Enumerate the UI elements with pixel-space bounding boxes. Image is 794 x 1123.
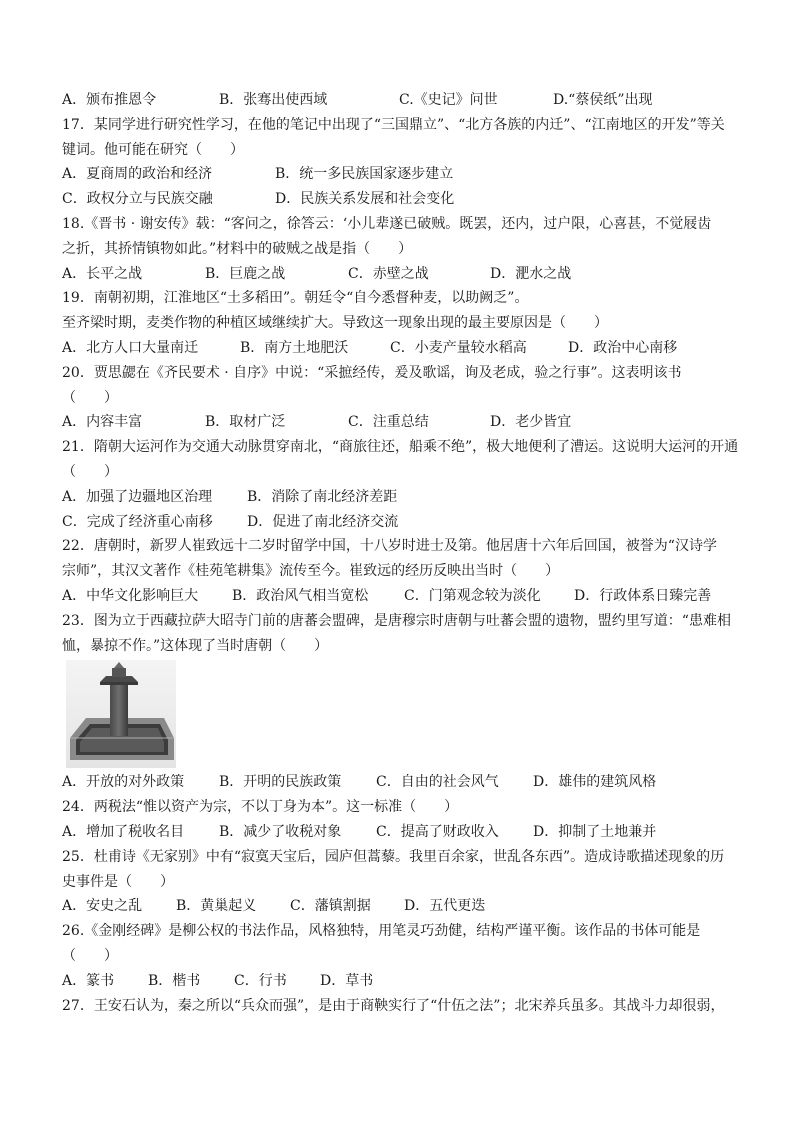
tang-tubo-alliance-stele-photo xyxy=(66,658,742,770)
q17-option-b[interactable]: B．统一多民族国家逐步建立 xyxy=(275,166,454,183)
q16-options xyxy=(62,88,742,113)
q20-options xyxy=(62,410,742,435)
q18-options xyxy=(62,262,742,287)
q16-option-d[interactable]: D.“蔡侯纸”出现 xyxy=(553,92,653,108)
q19-option-c[interactable]: C．小麦产量较水稻高 xyxy=(390,339,527,356)
q23-stem-line-1: 23．图为立于西藏拉萨大昭寺门前的唐蕃会盟碑，是唐穆宗时唐朝与吐蕃会盟的遗物，盟约里写道：“患难相 xyxy=(62,612,731,629)
q26-option-c[interactable]: C．行书 xyxy=(234,972,287,989)
q23-stem-line-2: 恤，暴掠不作。”这体现了当时唐朝（ ） xyxy=(62,637,329,654)
q26-options xyxy=(62,969,742,994)
q19-option-b[interactable]: B．南方土地肥沃 xyxy=(240,339,349,356)
q19-stem-line-2: 至齐梁时期，麦类作物的种植区域继续扩大。导致这一现象出现的最主要原因是（ ） xyxy=(62,315,608,332)
q19-option-d[interactable]: D．政治中心南移 xyxy=(568,339,678,356)
q19-option-a[interactable]: A．北方人口大量南迁 xyxy=(62,339,199,356)
q17-stem-line-1: 17．某同学进行研究性学习，在他的笔记中出现了“三国鼎立”、“北方各族的内迁”、“江南地区的开发”等关 xyxy=(62,116,725,133)
q26-stem-line-2: （ ） xyxy=(62,947,118,964)
q22-stem-line-1: 22．唐朝时，新罗人崔致远十二岁时留学中国，十八岁时进士及第。他居唐十六年后回国，被誉为“汉诗学 xyxy=(62,538,717,555)
q17-stem-line-2: 键词。他可能在研究（ ） xyxy=(62,141,244,158)
q22-option-d[interactable]: D．行政体系日臻完善 xyxy=(574,587,712,604)
q26-stem-line-1: 26.《金刚经碑》是柳公权的书法作品，风格独特，用笔灵巧劲健，结构严谨平衡。该作品的书体可能是 xyxy=(62,923,701,940)
q21-stem-line-1: 21．隋朝大运河作为交通大动脉贯穿南北，“商旅往还，船乘不绝”，极大地便利了漕运。这说明大运河的开通 xyxy=(62,439,739,456)
q25-option-d[interactable]: D．五代更迭 xyxy=(404,898,486,915)
q18-stem-line-1: 18.《晋书 · 谢安传》载：“客问之，徐答云：‘小儿辈遂已破贼。既罢，还内，过户限，心喜甚，不觉屐齿 xyxy=(62,215,712,232)
q22-stem-line-2: 宗师”，其汉文著作《桂苑笔耕集》流传至今。崔致远的经历反映出当时（ ） xyxy=(62,563,560,580)
q21-stem-line-2: （ ） xyxy=(62,463,118,480)
q18-option-a[interactable]: A．长平之战 xyxy=(62,265,143,282)
q18-option-b[interactable]: B．巨鹿之战 xyxy=(205,265,286,282)
q26-option-b[interactable]: B．楷书 xyxy=(148,972,201,989)
q25-option-a[interactable]: A．安史之乱 xyxy=(62,898,143,915)
q21-option-c[interactable]: C．完成了经济重心南移 xyxy=(62,513,213,530)
q19-options xyxy=(62,336,742,361)
q24-option-b[interactable]: B．减少了收税对象 xyxy=(219,823,342,840)
q17-options-row-2 xyxy=(62,187,742,212)
q17-option-a[interactable]: A．夏商周的政治和经济 xyxy=(62,166,213,183)
q18-stem-line-2: 之折，其挢情镇物如此。”材料中的破贼之战是指（ ） xyxy=(62,240,413,257)
q22-option-c[interactable]: C．门第观念较为淡化 xyxy=(404,587,541,604)
question-list xyxy=(62,88,742,1018)
q20-stem-line-2: （ ） xyxy=(62,389,118,406)
q22-options xyxy=(62,584,742,609)
q17-option-c[interactable]: C．政权分立与民族交融 xyxy=(62,191,213,208)
q16-option-b[interactable]: B．张骞出使西域 xyxy=(219,92,328,108)
q23-option-c[interactable]: C．自由的社会风气 xyxy=(376,774,499,791)
q23-option-d[interactable]: D．雄伟的建筑风格 xyxy=(533,774,657,791)
q18-option-c[interactable]: C．赤壁之战 xyxy=(348,265,429,282)
q20-option-b[interactable]: B．取材广泛 xyxy=(205,414,286,431)
q16-option-a[interactable]: A．颁布推恩令 xyxy=(62,92,157,108)
q27-stem-line-1: 27．王安石认为，秦之所以“兵众而强”，是由于商鞅实行了“什伍之法”；北宋养兵虽多。其战斗力却很弱， xyxy=(62,997,725,1014)
q23-option-b[interactable]: B．开明的民族政策 xyxy=(219,774,342,791)
q24-options xyxy=(62,820,742,845)
q21-option-a[interactable]: A．加强了边疆地区治理 xyxy=(62,488,213,505)
q24-option-c[interactable]: C．提高了财政收入 xyxy=(376,823,499,840)
q22-option-a[interactable]: A．中华文化影响巨大 xyxy=(62,587,199,604)
q21-option-b[interactable]: B．消除了南北经济差距 xyxy=(247,488,398,505)
stele-illustration xyxy=(66,660,176,768)
q23-option-a[interactable]: A．开放的对外政策 xyxy=(62,774,185,791)
q23-options xyxy=(62,770,742,795)
q25-stem-line-1: 25．杜甫诗《无家别》中有“寂寞天宝后，园庐但蒿藜。我里百余家，世乱各东西”。造成诗歌描述现象的历 xyxy=(62,848,725,865)
q20-option-c[interactable]: C．注重总结 xyxy=(348,414,429,431)
q19-stem-line-1: 19．南朝初期，江淮地区“土多稻田”。朝廷令“自今悉督种麦，以助阙乏”。 xyxy=(62,290,529,307)
q26-option-a[interactable]: A．篆书 xyxy=(62,972,115,989)
q24-stem-line-1: 24．两税法“惟以资产为宗，不以丁身为本”。这一标准（ ） xyxy=(62,799,459,816)
q17-option-d[interactable]: D．民族关系发展和社会变化 xyxy=(275,191,455,208)
q22-option-b[interactable]: B．政治风气相当宽松 xyxy=(232,587,369,604)
q25-options xyxy=(62,894,742,919)
q21-options-row-1 xyxy=(62,485,742,510)
q21-options-row-2 xyxy=(62,510,742,535)
q25-option-b[interactable]: B．黄巢起义 xyxy=(176,898,257,915)
q20-option-a[interactable]: A．内容丰富 xyxy=(62,414,143,431)
q26-option-d[interactable]: D．草书 xyxy=(320,972,374,989)
q20-option-d[interactable]: D．老少皆宜 xyxy=(490,414,572,431)
q20-stem-line-1: 20．贾思勰在《齐民要术 · 自序》中说：“采摭经传，爰及歌谣，询及老成，验之行事”。这表明该书 xyxy=(62,364,682,381)
q17-options-row-1 xyxy=(62,162,742,187)
q24-option-a[interactable]: A．增加了税收名目 xyxy=(62,823,185,840)
q18-option-d[interactable]: D．淝水之战 xyxy=(490,265,572,282)
q16-option-c[interactable]: C.《史记》问世 xyxy=(399,92,498,108)
q25-stem-line-2: 史事件是（ ） xyxy=(62,873,174,890)
q21-option-d[interactable]: D．促进了南北经济交流 xyxy=(247,513,399,530)
q25-option-c[interactable]: C．藩镇割据 xyxy=(290,898,371,915)
q24-option-d[interactable]: D．抑制了土地兼并 xyxy=(533,823,657,840)
